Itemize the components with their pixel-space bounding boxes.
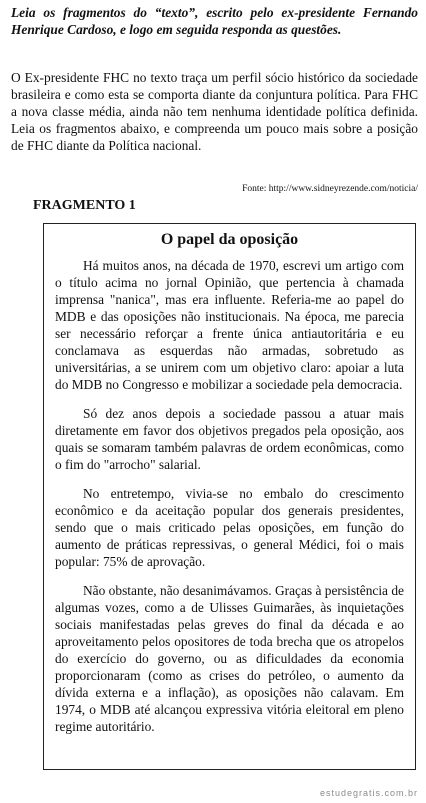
article-paragraph-2: Só dez anos depois a sociedade passou a atuar mais diretamente em favor dos objetivos pregados pela oposição, aos quais se somaram também palavras de ordem econômicas, como o fim do "arrocho" salarial. [55, 406, 404, 472]
intro-paragraph: O Ex-presidente FHC no texto traça um perfil sócio histórico da sociedade brasileira e como esta se comporta diante da conjuntura política. Para FHC a nova classe média, ainda não tem nenhuma identidade política definida. Leia os fragmentos abaixo, e compreenda um pouco mais sobre a posição de FHC diante da Política nacional. [11, 70, 418, 153]
article-title: O papel da oposição [160, 231, 299, 248]
article-box [43, 223, 416, 770]
article-paragraph-3: No entretempo, vivia-se no embalo do crescimento econômico e da aceitação popular dos generais presidentes, sendo que o mais criticado pelas oposições, em função do aumento de práticas repressivas, o general Médici, foi o mais popular: 75% de aprovação. [55, 486, 404, 569]
article-paragraph-1: Há muitos anos, na década de 1970, escrevi um artigo com o título acima no jornal Opinião, que pertencia à chamada imprensa "nanica", mas era influente. Referia-me ao papel do MDB e das oposições não institucionais. Na época, me parecia ser necessário reforçar a frente única antiautoritária e eu conclamava as esquerdas não armadas, sobretudo as universitárias, a se unirem com um objetivo claro: apoiar a luta do MDB no Congresso e mobilizar a sociedade pela democracia. [55, 258, 404, 392]
article-paragraph-4: Não obstante, não desanimávamos. Graças à persistência de algumas vozes, como a de Ulisses Guimarães, às inquietações sociais manifestadas pelas greves do final da década e ao aproveitamento pelos opositores de toda brecha que os atropelos do exercício do governo, ou as dificuldades da economia proporcionaram (como as crises do petróleo, o aumento da dívida externa e a inflação), as oposições não calavam. Em 1974, o MDB até alcançou expressiva vitória eleitoral em pleno regime autoritário. [55, 583, 404, 734]
site-watermark: estudegratis.com.br [319, 788, 418, 798]
fragment-label: FRAGMENTO 1 [33, 198, 136, 213]
instruction-text: Leia os fragmentos do “texto”, escrito pelo ex-presidente Fernando Henrique Cardoso, e logo em seguida responda as questões. [11, 5, 418, 37]
source-citation: Fonte: http://www.sidneyrezende.com/noticia/ [242, 184, 418, 194]
